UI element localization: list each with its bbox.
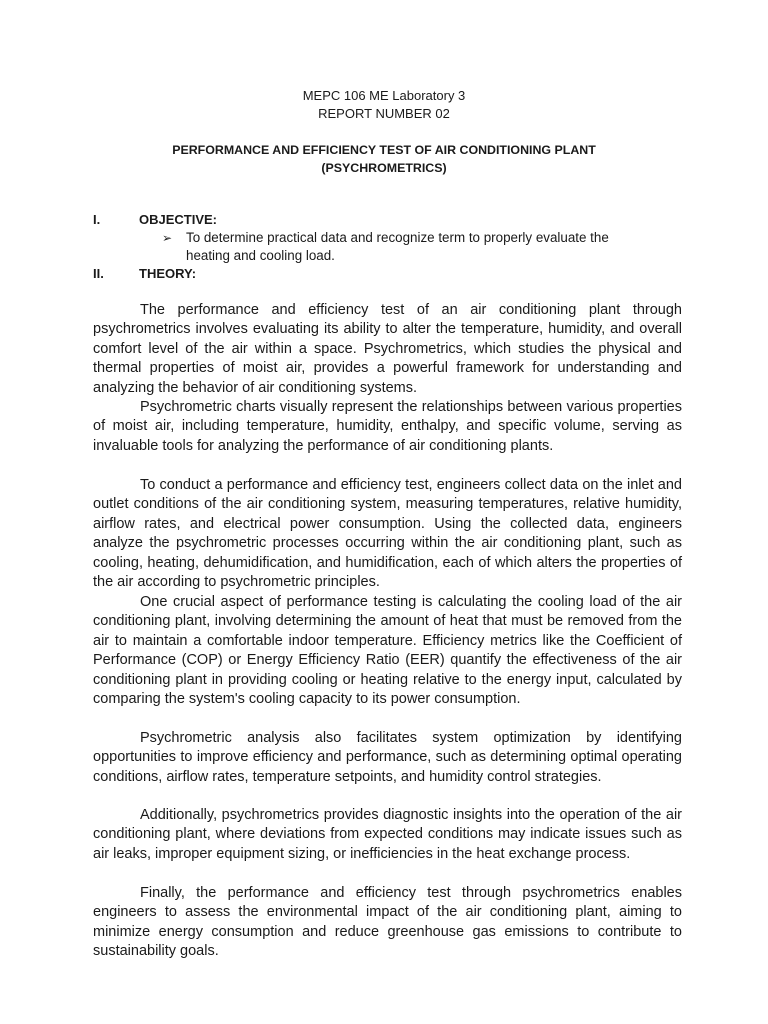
- objective-bullet-text: To determine practical data and recognize term to properly evaluate the heating and cooling load.: [186, 230, 609, 263]
- theory-paragraph: The performance and efficiency test of an air conditioning plant through psychrometrics involves evaluating its ability to alter the temperature, humidity, and overall comfort level of the air within a space. Psychrometrics, which studies the physical and thermal properties of moist air, provides a powerful framework for understanding and analyzing the behavior of air conditioning systems.: [93, 302, 682, 396]
- course-code: MEPC 106 ME Laboratory 3: [302, 88, 466, 103]
- section-number-theory: II.: [93, 266, 104, 281]
- theory-paragraph: Psychrometric charts visually represent the relationships between various properties of moist air, including temperature, humidity, enthalpy, and specific volume, serving as invaluable tools for analyzing the performance of air conditioning plants.: [93, 399, 682, 454]
- arrow-bullet-icon: ➢: [162, 231, 173, 245]
- section-heading-objective: OBJECTIVE:: [139, 212, 218, 227]
- report-title: PERFORMANCE AND EFFICIENCY TEST OF AIR CONDITIONING PLANT: [172, 143, 596, 157]
- report-number: REPORT NUMBER 02: [318, 106, 450, 121]
- theory-paragraph: Finally, the performance and efficiency test through psychrometrics enables engineers to assess the environmental impact of the air conditioning plant, aiming to minimize energy consumption and reduce greenhouse gas emissions to contribute to sustainability goals.: [93, 885, 682, 960]
- theory-paragraph: Additionally, psychrometrics provides diagnostic insights into the operation of the air conditioning plant, where deviations from expected conditions may indicate issues such as air leaks, improper equipment sizing, or inefficiencies in the heat exchange process.: [93, 807, 682, 862]
- section-heading-theory: THEORY:: [139, 266, 197, 281]
- section-number-objective: I.: [93, 212, 101, 227]
- theory-paragraph: To conduct a performance and efficiency test, engineers collect data on the inlet and outlet conditions of the air conditioning system, measuring temperatures, relative humidity, airflow rates, and electrical power consumption. Using the collected data, engineers analyze the psychrometric processes occurring within the air conditioning plant, such as cooling, heating, dehumidification, and humidification, each of which alters the properties of the air according to psychrometric principles.: [93, 477, 682, 591]
- theory-paragraph: One crucial aspect of performance testing is calculating the cooling load of the air conditioning plant, involving determining the amount of heat that must be removed from the air to maintain a comfortable indoor temperature. Efficiency metrics like the Coefficient of Performance (COP) or Energy Efficiency Ratio (EER) quantify the effectiveness of the air conditioning plant in providing cooling or heating relative to the energy input, calculated by comparing the system's cooling capacity to its power consumption.: [93, 594, 682, 708]
- report-subtitle: (PSYCHROMETRICS): [321, 161, 447, 175]
- theory-paragraph: Psychrometric analysis also facilitates system optimization by identifying opportunities to improve efficiency and performance, such as determining optimal operating conditions, airflow rates, temperature setpoints, and humidity control strategies.: [93, 730, 682, 785]
